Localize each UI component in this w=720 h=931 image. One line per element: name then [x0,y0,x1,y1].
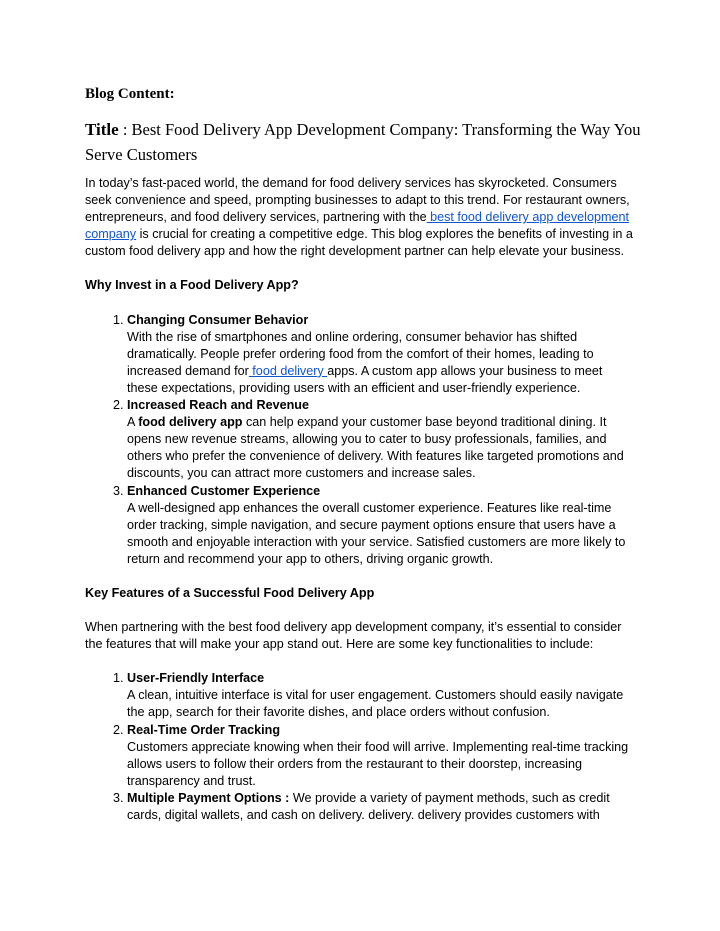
blog-title [85,117,645,167]
list-item-text: We provide a variety of payment methods, such as credit cards, digital wallets, and cash on delivery. delivery. delivery provides customers with [127,790,610,822]
list-item [127,670,635,721]
why-invest-list [85,312,635,568]
section-heading-key-features: Key Features of a Successful Food Delivery App [85,585,375,600]
list-item-text-continued: apps. A custom app allows your business to meet these expectations, providing users with an efficient and user-friendly experience. [127,363,603,395]
list-item-text: A clean, intuitive interface is vital for user engagement. Customers should easily navigate the app, search for their favorite dishes, and place orders without confusion. [127,688,624,720]
list-item-prefix: A [127,415,139,430]
blog-body [85,175,635,824]
title-text: Best Food Delivery App Development Company: Transforming the Way You Serve Customers [85,120,641,164]
title-separator: : [118,120,132,139]
list-item-text: can help expand your customer base beyond traditional dining. It opens new revenue streams, allowing you to cater to busy professionals, families, and others who prefer the convenience of delivery. With features like targeted promotions and discounts, you can attract more customers and increase sales. [127,415,624,481]
list-item-text: With the rise of smartphones and online ordering, consumer behavior has shifted dramatically. People prefer ordering food from the comfort of their homes, leading to increased demand for [127,329,594,378]
food-delivery-link[interactable]: food delivery [248,363,328,378]
key-features-list [85,670,635,824]
list-item [127,722,635,790]
list-item-title: Increased Reach and Revenue [127,398,309,413]
list-item [127,397,635,482]
list-item [127,483,635,568]
list-item-title: Multiple Payment Options : [127,790,293,805]
intro-paragraph [85,175,635,260]
list-item-bold: food delivery app [138,415,243,430]
list-item-title: Changing Consumer Behavior [127,312,309,327]
list-item [127,312,635,397]
best-food-delivery-link[interactable]: best food delivery app development company [85,210,629,242]
list-item-text: Customers appreciate knowing when their food will arrive. Implementing real-time tracking allows users to follow their orders from the restaurant to their doorstep, increasing transparency and trust. [127,739,629,788]
intro-text-continued: is crucial for creating a competitive edge. This blog explores the benefits of investing in a custom food delivery app and how the right development partner can help elevate your business. [85,227,633,259]
section-heading-why-invest: Why Invest in a Food Delivery App? [85,278,299,293]
title-label: Title [85,120,119,139]
key-features-intro: When partnering with the best food delivery app development company, it’s essential to consider the features that will make your app stand out. Here are some key functionalities to include: [85,620,622,652]
list-item [127,790,635,824]
list-item-title: Enhanced Customer Experience [127,483,321,498]
blog-content-label: Blog Content: [85,86,175,102]
list-item-title: User-Friendly Interface [127,671,265,686]
intro-text: In today’s fast-paced world, the demand for food delivery services has skyrocketed. Consumers seek convenience and speed, prompting businesses to adapt to this trend. For restaurant owners, entrepreneurs, and food delivery services, partnering with the [85,176,630,225]
list-item-title: Real-Time Order Tracking [127,722,281,737]
list-item-text: A well-designed app enhances the overall customer experience. Features like real-time order tracking, simple navigation, and secure payment options ensure that users have a smooth and enjoyable interaction with your service. Satisfied customers are more likely to return and recommend your app to others, driving organic growth. [127,500,626,566]
